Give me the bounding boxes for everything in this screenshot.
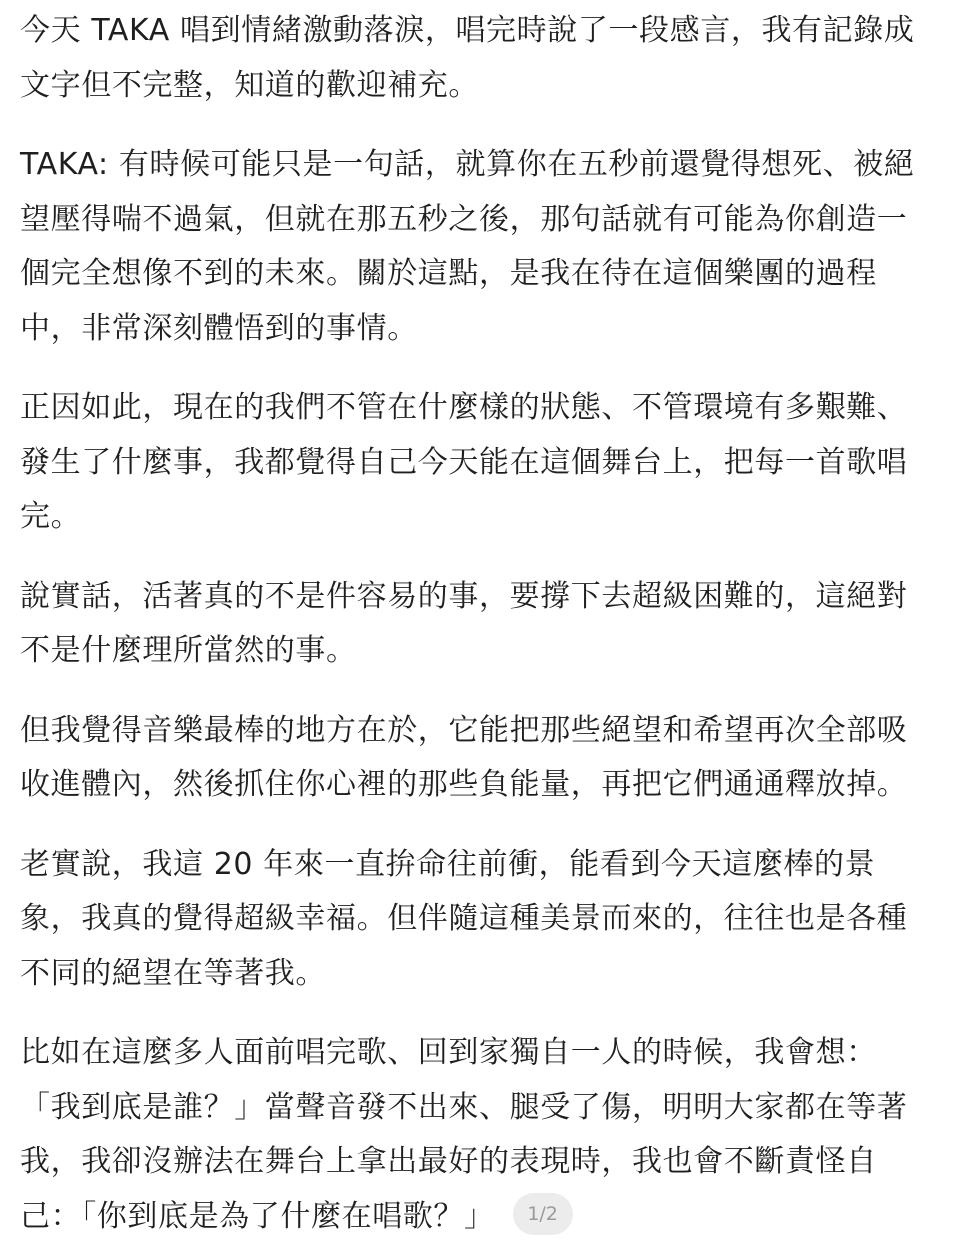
page-indicator-badge[interactable]: 1/2 (513, 1193, 573, 1235)
post-paragraph: 正因如此，現在的我們不管在什麼樣的狀態、不管環境有多艱難、發生了什麼事，我都覺得自己今天能在這個舞台上，把每一首歌唱完。 (20, 390, 908, 534)
post-paragraph: 老實說，我這 20 年來一直拚命往前衝，能看到今天這麼棒的景象，我真的覺得超級幸福。但伴隨這種美景而來的，往往也是各種不同的絕望在等著我。 (20, 846, 908, 991)
post-paragraph: TAKA: 有時候可能只是一句話，就算你在五秒前還覺得想死、被絕望壓得喘不過氣，但就在那五秒之後，那句話就有可能為你創造一個完全想像不到的未來。關於這點，是我在待在這個樂團的過程中，非常深刻體悟到的事情。 (20, 147, 915, 346)
post-paragraph: 說實話，活著真的不是件容易的事，要撐下去超級困難的，這絕對不是什麼理所當然的事。 (20, 578, 908, 668)
post-paragraph-text: 比如在這麼多人面前唱完歌、回到家獨自一人的時候，我會想：「我到底是誰？」當聲音發不出來、腿受了傷，明明大家都在等著我，我卻沒辦法在舞台上拿出最好的表現時，我也會不斷責怪自己：「你到底是為了什麼在唱歌？」 (20, 1035, 908, 1234)
post-paragraph: 但我覺得音樂最棒的地方在於，它能把那些絕望和希望再次全部吸收進體內，然後抓住你心裡的那些負能量，再把它們通通釋放掉。 (20, 712, 908, 802)
post-paragraph: 今天 TAKA 唱到情緒激動落淚，唱完時說了一段感言，我有記錄成文字但不完整，知道的歡迎補充。 (20, 13, 915, 103)
post-body (20, 4, 920, 1244)
post-paragraph-last (20, 1026, 920, 1244)
